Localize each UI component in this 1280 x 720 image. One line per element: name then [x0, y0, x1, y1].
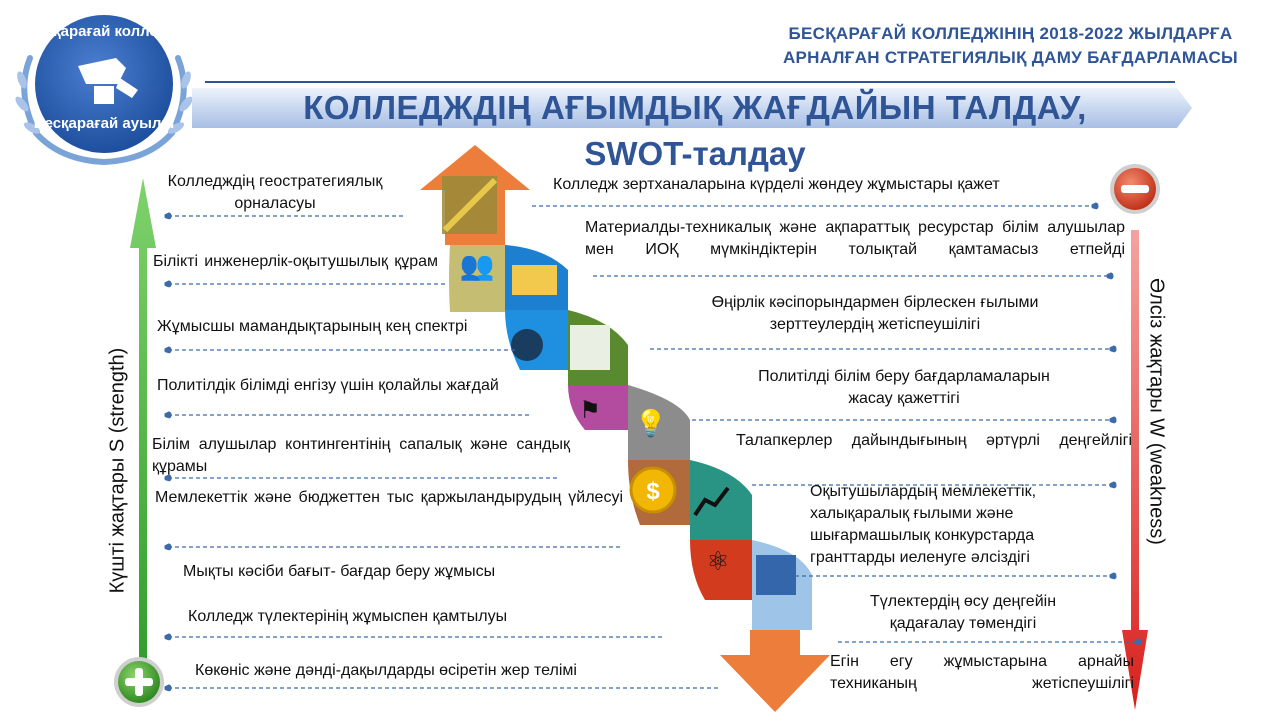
weakness-item: Материалды-техникалық және ақпараттық ресурстар білім алушылар мен ИОҚ мүмкіндіктерін толықтай қамтамасыз етпейді: [585, 219, 1125, 258]
strength-item: Колледж түлектерінің жұмыспен қамтылуы: [188, 608, 508, 625]
strength-axis-label: Күшті жақтары S (strength): [106, 347, 129, 594]
strength-item: Білікті инженерлік-оқытушылық құрам: [153, 253, 438, 270]
strength-item: Мықты кәсіби бағыт- бағдар беру жұмысы: [183, 563, 496, 580]
weakness-item: Түлектердің өсу деңгейін қадағалау төмендігі: [869, 593, 1057, 632]
strength-item: Колледждің геостратегиялық орналасуы: [167, 173, 383, 212]
strength-item: Политілдік білімді енгізу үшін қолайлы жағдай: [157, 377, 499, 394]
svg-text:💡: 💡: [634, 409, 668, 439]
logo-bottom-text: Бесқарағай ауылы: [33, 115, 175, 132]
strength-item: Білім алушылар контингентінің сапалық және сандық құрамы: [152, 436, 570, 475]
page-subtitle: SWOT-талдау: [584, 135, 806, 172]
svg-text:⚑: ⚑: [579, 396, 601, 424]
svg-text:⚛: ⚛: [706, 547, 730, 577]
weakness-item: Талапкерлер дайындығының әртүрлі деңгейлігі: [736, 432, 1132, 449]
header-line-1: БЕСҚАРАҒАЙ КОЛЛЕДЖІНІҢ 2018-2022 ЖЫЛДАРҒА: [788, 24, 1233, 43]
header-line-2: АРНАЛҒАН СТРАТЕГИЯЛЫҚ ДАМУ БАҒДАРЛАМАСЫ: [782, 48, 1238, 67]
weakness-axis-label: Әлсіз жақтары W (weakness): [1145, 278, 1168, 545]
weakness-item: Оқытушылардың мемлекеттік, халықаралық ғылыми және шығармашылық конкурстарда гранттарды иеленуге әлсіздігі: [810, 483, 1037, 566]
weakness-item: Өңірлік кәсіпорындармен бірлескен ғылыми зерттеулердің жетіспеушілігі: [711, 294, 1039, 333]
strength-item: Көкөніс және дәнді-дақылдарды өсіретін жер телімі: [195, 662, 577, 679]
strength-item: Жұмысшы мамандықтарының кең спектрі: [157, 318, 468, 335]
strength-item: Мемлекеттік және бюджеттен тыс қаржыландырудың үйлесуі: [155, 489, 623, 506]
svg-text:$: $: [646, 478, 660, 505]
weakness-item: Колледж зертханаларына күрделі жөндеу жұмыстары қажет: [553, 176, 1000, 193]
weakness-item: Егін егу жұмыстарына арнайы техниканың жетіспеушілігі: [830, 653, 1134, 692]
page-title: КОЛЛЕДЖДІҢ АҒЫМДЫҚ ЖАҒДАЙЫН ТАЛДАУ,: [303, 89, 1087, 126]
logo-top-text: Бесқарағай колледжі: [25, 23, 183, 40]
weakness-item: Политілді білім беру бағдарламаларын жасау қажеттігі: [758, 368, 1050, 407]
svg-text:👥: 👥: [459, 249, 495, 282]
